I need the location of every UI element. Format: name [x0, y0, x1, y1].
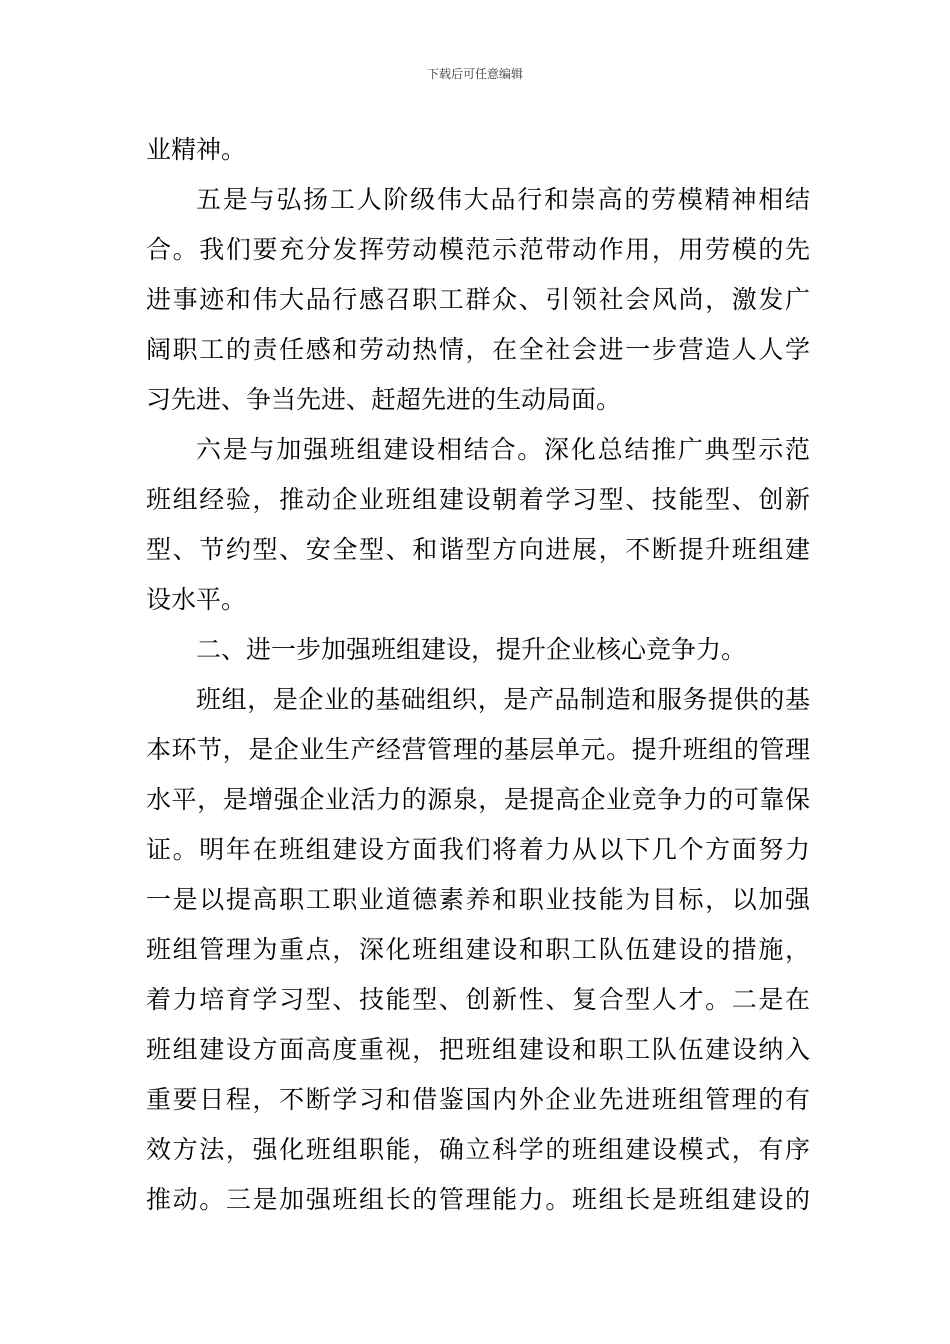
text-line: 阔职工的责任感和劳动热情，在全社会进一步营造人人学 — [146, 335, 810, 364]
text-line: 习先进、争当先进、赶超先进的生动局面。 — [146, 385, 622, 414]
text-line: 型、节约型、安全型、和谐型方向进展，不断提升班组建 — [146, 535, 810, 564]
text-line: 水平，是增强企业活力的源泉，是提高企业竞争力的可靠保 — [146, 785, 810, 814]
text-line: 着力培育学习型、技能型、创新性、复合型人才。二是在 — [146, 985, 810, 1014]
text-line: 班组建设方面高度重视，把班组建设和职工队伍建设纳入 — [146, 1035, 810, 1064]
text-line: 班组经验，推动企业班组建设朝着学习型、技能型、创新 — [146, 485, 810, 514]
text-line: 效方法，强化班组职能，确立科学的班组建设模式，有序 — [146, 1135, 810, 1164]
text-line: 六是与加强班组建设相结合。深化总结推广典型示范 — [196, 435, 810, 464]
text-line: 设水平。 — [146, 585, 247, 614]
text-line: 班组管理为重点，深化班组建设和职工队伍建设的措施， — [146, 935, 810, 964]
text-line: 一是以提高职工职业道德素养和职业技能为目标，以加强 — [146, 885, 810, 914]
text-line: 合。我们要充分发挥劳动模范示范带动作用，用劳模的先 — [146, 235, 810, 264]
text-line: 本环节，是企业生产经营管理的基层单元。提升班组的管理 — [146, 735, 810, 764]
text-line: 重要日程，不断学习和借鉴国内外企业先进班组管理的有 — [146, 1085, 810, 1114]
text-line: 证。明年在班组建设方面我们将着力从以下几个方面努力 — [146, 835, 810, 864]
text-line: 进事迹和伟大品行感召职工群众、引领社会风尚，激发广 — [146, 285, 810, 314]
page-header: 下载后可任意编辑 — [426, 67, 523, 81]
text-line: 推动。三是加强班组长的管理能力。班组长是班组建设的 — [146, 1185, 810, 1214]
text-line: 班组，是企业的基础组织，是产品制造和服务提供的基 — [196, 685, 810, 714]
text-line: 业精神。 — [146, 135, 247, 164]
text-line: 五是与弘扬工人阶级伟大品行和崇高的劳模精神相结 — [196, 185, 810, 214]
text-line: 二、进一步加强班组建设，提升企业核心竞争力。 — [196, 635, 747, 664]
